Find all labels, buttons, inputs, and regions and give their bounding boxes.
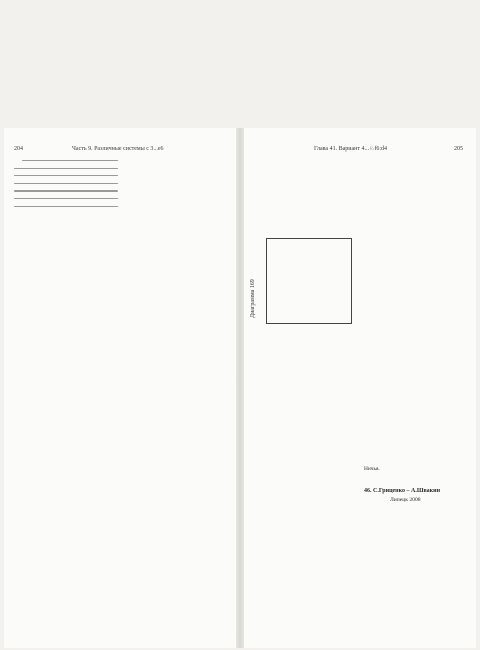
text-line [14, 168, 118, 169]
game-heading: 46. С.Гриценко – А.Швакин [364, 488, 441, 494]
right-page [244, 128, 476, 648]
diagram-caption: Диаграмма 169 [250, 279, 256, 318]
game-event: Липецк 2008 [390, 497, 421, 503]
right-page-number: 205 [454, 146, 463, 152]
text-line [14, 183, 118, 184]
text-line [14, 190, 118, 191]
chess-diagram [266, 238, 352, 324]
result-line: Ничья. [364, 466, 380, 472]
text-line [14, 206, 118, 207]
left-running-head: Часть 9. Различные системы с 3...е6 [72, 146, 164, 152]
page-gutter [236, 128, 244, 648]
right-running-head: Глава 41. Вариант 4...♘f6:d4 [314, 146, 388, 152]
left-page-number: 204 [14, 146, 23, 152]
